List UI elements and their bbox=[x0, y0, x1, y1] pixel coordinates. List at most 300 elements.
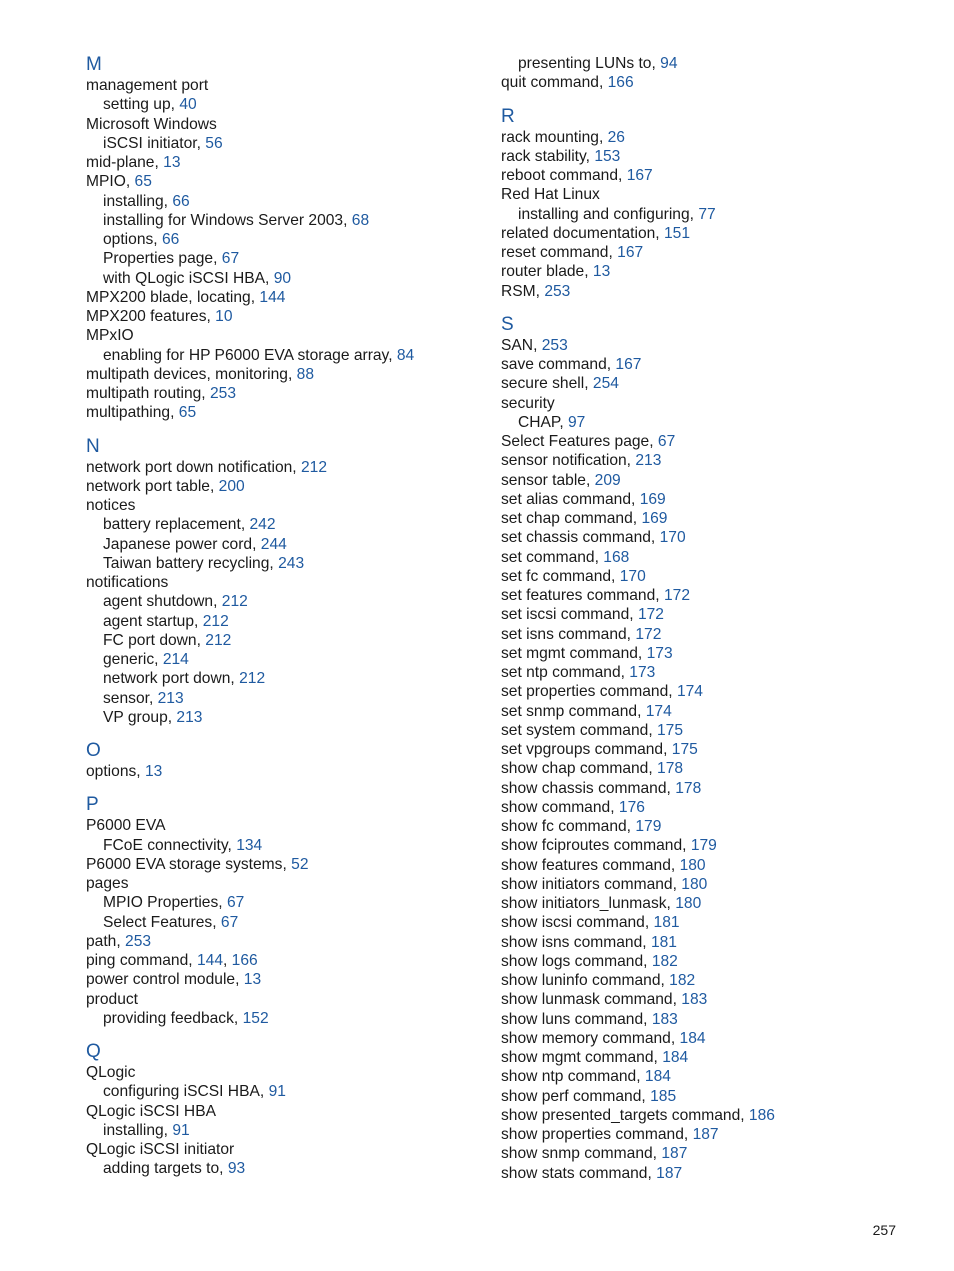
page-reference-link[interactable]: 90 bbox=[273, 269, 292, 287]
index-entry-text: set mgmt command, bbox=[501, 644, 643, 662]
index-entry bbox=[501, 528, 921, 547]
index-entry-text: RSM, bbox=[501, 282, 540, 300]
page-reference-link[interactable]: 67 bbox=[220, 913, 239, 931]
page-reference-link[interactable]: 172 bbox=[663, 587, 690, 604]
page-reference-link[interactable]: 253 bbox=[544, 282, 571, 300]
page-reference-link[interactable]: 144 bbox=[259, 288, 286, 306]
index-entry bbox=[501, 586, 921, 605]
index-entry-text: network port down, bbox=[103, 670, 235, 688]
index-entry-text: save command, bbox=[501, 356, 612, 373]
page-reference-link[interactable]: 170 bbox=[619, 567, 646, 585]
index-entry-text: agent startup, bbox=[103, 612, 199, 630]
index-subentry bbox=[501, 205, 921, 224]
page-reference-link[interactable]: 97 bbox=[568, 413, 586, 431]
index-entry-text: multipathing, bbox=[86, 404, 175, 422]
index-entry-text: path, bbox=[86, 932, 121, 950]
page-reference-link[interactable]: 153 bbox=[594, 147, 621, 165]
index-entry-text: set chassis command, bbox=[501, 529, 656, 547]
index-entry-text: show luninfo command, bbox=[501, 972, 665, 989]
page-reference-link[interactable]: 93 bbox=[227, 1160, 246, 1178]
page-reference-link[interactable]: 213 bbox=[157, 689, 184, 707]
page-reference-link[interactable]: 212 bbox=[202, 612, 229, 630]
index-entry-text: QLogic bbox=[86, 1064, 136, 1081]
index-entry bbox=[501, 682, 921, 701]
page-reference-link[interactable]: 91 bbox=[268, 1083, 286, 1101]
index-subentry bbox=[86, 669, 506, 688]
index-entry bbox=[501, 490, 921, 509]
index-subentry bbox=[86, 1082, 506, 1101]
index-subentry bbox=[86, 515, 506, 534]
page-reference-link[interactable]: 172 bbox=[637, 606, 664, 624]
index-letter-heading: P bbox=[86, 794, 99, 816]
index-entry bbox=[501, 625, 921, 644]
index-column-right bbox=[501, 54, 921, 1183]
index-entry-text: CHAP, bbox=[518, 413, 564, 431]
index-entry bbox=[501, 567, 921, 586]
page-reference-link[interactable]: 65 bbox=[178, 404, 197, 422]
index-entry bbox=[86, 990, 506, 1009]
page-reference-link[interactable]: 10 bbox=[215, 308, 233, 325]
index-entry bbox=[501, 740, 921, 759]
index-entry bbox=[501, 1106, 921, 1125]
index-entry bbox=[501, 721, 921, 740]
page-reference-link[interactable]: 213 bbox=[176, 708, 203, 726]
index-entry bbox=[501, 336, 921, 355]
index-subentry bbox=[86, 249, 506, 268]
index-entry-text: FC port down, bbox=[103, 631, 201, 649]
index-subentry bbox=[86, 346, 506, 365]
index-entry-text: MPX200 features, bbox=[86, 308, 211, 325]
index-entry-text: iSCSI initiator, bbox=[103, 134, 201, 152]
index-entry bbox=[501, 644, 921, 663]
page-reference-link[interactable]: 187 bbox=[692, 1126, 719, 1143]
page-reference-link[interactable]: 169 bbox=[641, 510, 668, 527]
index-entry-text: show logs command, bbox=[501, 952, 648, 970]
index-entry bbox=[501, 394, 921, 413]
index-subentry bbox=[86, 535, 506, 554]
index-subentry bbox=[86, 1009, 506, 1028]
page-reference-link[interactable]: 167 bbox=[615, 356, 642, 373]
page-reference-link[interactable]: 175 bbox=[657, 721, 684, 739]
index-entry-text: Properties page, bbox=[103, 250, 218, 268]
index-entry bbox=[501, 1164, 921, 1183]
index-entry-text: show chassis command, bbox=[501, 779, 671, 797]
index-entry-text: QLogic iSCSI initiator bbox=[86, 1141, 235, 1158]
index-entry-text: related documentation, bbox=[501, 224, 660, 242]
index-entry bbox=[501, 355, 921, 374]
index-entry bbox=[501, 73, 921, 92]
page-reference-link[interactable]: 212 bbox=[300, 458, 328, 476]
page-reference-link[interactable]: 167 bbox=[617, 244, 644, 261]
index-entry-text: show fciproutes command, bbox=[501, 837, 687, 855]
index-entry-text: power control module, bbox=[86, 971, 240, 989]
page-reference-link[interactable]: 179 bbox=[635, 818, 662, 835]
page-reference-link[interactable]: 151 bbox=[663, 224, 691, 242]
index-entry-text: agent shutdown, bbox=[103, 593, 218, 611]
index-entry-text: show stats command, bbox=[501, 1164, 652, 1182]
page-reference-link[interactable]: 172 bbox=[635, 625, 662, 643]
index-entry-text: show chap command, bbox=[501, 760, 653, 778]
index-entry-text: show ntp command, bbox=[501, 1068, 641, 1086]
index-entry-text: adding targets to, bbox=[103, 1160, 224, 1178]
page-reference-link[interactable]: 253 bbox=[541, 336, 568, 354]
page-reference-link[interactable]: 181 bbox=[653, 914, 680, 932]
page-reference-link[interactable]: 88 bbox=[296, 365, 314, 383]
index-entry bbox=[501, 913, 921, 932]
page-reference-link[interactable]: 174 bbox=[676, 683, 703, 701]
page-reference-link[interactable]: 67 bbox=[221, 250, 240, 268]
index-entry bbox=[501, 548, 921, 567]
index-entry-text: show luns command, bbox=[501, 1010, 648, 1028]
page-reference-link[interactable]: 52 bbox=[291, 855, 309, 873]
page-reference-link[interactable]: 178 bbox=[657, 760, 684, 778]
index-subentry bbox=[86, 631, 506, 650]
index-entry bbox=[501, 185, 921, 204]
page-reference-link[interactable]: 186 bbox=[748, 1106, 775, 1124]
index-entry bbox=[501, 990, 921, 1009]
index-entry-text: set system command, bbox=[501, 721, 653, 739]
page-reference-link[interactable]: 212 bbox=[239, 670, 266, 688]
page-reference-link[interactable]: 26 bbox=[607, 128, 625, 146]
page-reference-link[interactable]: 253 bbox=[125, 932, 152, 950]
index-subentry bbox=[86, 592, 506, 611]
page-reference-link[interactable]: 170 bbox=[659, 529, 686, 547]
index-entry-text: sensor notification, bbox=[501, 452, 632, 470]
page-reference-link[interactable]: 134 bbox=[236, 836, 263, 854]
index-column-left bbox=[86, 54, 506, 1179]
index-letter-heading: N bbox=[86, 435, 100, 457]
index-entry bbox=[86, 1102, 506, 1121]
page-reference-link[interactable]: 178 bbox=[675, 779, 702, 797]
index-entry bbox=[86, 153, 506, 172]
index-entry bbox=[86, 458, 506, 477]
index-entry-text: FCoE connectivity, bbox=[103, 836, 232, 854]
page-reference-link[interactable]: 187 bbox=[661, 1145, 688, 1163]
index-entry bbox=[501, 798, 921, 817]
index-entry-text: set iscsi command, bbox=[501, 606, 634, 624]
index-entry bbox=[501, 759, 921, 778]
page-reference-link[interactable]: 243 bbox=[278, 554, 305, 572]
index-entry-text: MPIO Properties, bbox=[103, 894, 223, 912]
index-subentry bbox=[86, 1121, 506, 1140]
index-entry-text: set ntp command, bbox=[501, 664, 625, 681]
index-entry-text: options, bbox=[86, 763, 141, 780]
index-entry-text: set isns command, bbox=[501, 625, 631, 643]
index-subentry bbox=[86, 554, 506, 573]
index-entry-text: notices bbox=[86, 497, 136, 514]
index-entry bbox=[86, 288, 506, 307]
index-subentry bbox=[86, 913, 506, 932]
page-reference-link[interactable]: 168 bbox=[603, 548, 630, 566]
index-entry bbox=[501, 817, 921, 836]
page-reference-link[interactable]: 91 bbox=[172, 1121, 190, 1139]
page-reference-link[interactable]: 212 bbox=[221, 593, 248, 611]
index-subentry bbox=[86, 1159, 506, 1178]
index-entry-text: P6000 EVA bbox=[86, 817, 166, 835]
page-reference-link[interactable]: 180 bbox=[681, 875, 708, 893]
index-entry bbox=[501, 374, 921, 393]
index-subentry bbox=[501, 413, 921, 432]
index-entry bbox=[501, 432, 921, 451]
index-entry bbox=[501, 147, 921, 166]
index-entry bbox=[86, 874, 506, 893]
index-entry-text: presenting LUNs to, bbox=[518, 55, 656, 72]
page-reference-link[interactable]: 167 bbox=[626, 167, 653, 184]
page-reference-link[interactable]: 13 bbox=[144, 763, 163, 780]
index-entry-text: show properties command, bbox=[501, 1126, 689, 1143]
index-entry-text: VP group, bbox=[103, 708, 173, 726]
index-entry bbox=[86, 762, 506, 781]
index-entry-text: security bbox=[501, 394, 555, 412]
index-entry-text: secure shell, bbox=[501, 375, 589, 393]
index-subentry bbox=[86, 689, 506, 708]
index-entry bbox=[86, 1063, 506, 1082]
page-reference-link[interactable]: 68 bbox=[351, 211, 370, 229]
index-entry bbox=[86, 855, 506, 874]
index-entry bbox=[501, 282, 921, 301]
index-entry bbox=[501, 1125, 921, 1144]
page-reference-link[interactable]: 77 bbox=[698, 205, 716, 223]
index-entry-text: set properties command, bbox=[501, 683, 673, 701]
page-reference-link[interactable]: 182 bbox=[669, 972, 696, 989]
index-entry bbox=[86, 115, 506, 134]
index-entry bbox=[501, 779, 921, 798]
page-reference-link[interactable]: 244 bbox=[260, 535, 287, 553]
index-entry bbox=[86, 384, 506, 403]
index-subentry bbox=[86, 95, 506, 114]
index-letter-heading: R bbox=[501, 105, 515, 127]
page-reference-link[interactable]: 173 bbox=[646, 644, 673, 662]
index-entry-text: battery replacement, bbox=[103, 516, 246, 534]
page-reference-link[interactable]: 13 bbox=[243, 971, 262, 989]
index-entry bbox=[501, 471, 921, 490]
index-entry-text: Select Features, bbox=[103, 913, 217, 931]
index-entry bbox=[86, 365, 506, 384]
index-entry-text: MPxIO bbox=[86, 327, 134, 345]
index-entry-text: generic, bbox=[103, 651, 159, 668]
index-entry-text: Microsoft Windows bbox=[86, 115, 217, 133]
page-reference-link[interactable]: 13 bbox=[163, 154, 181, 171]
index-entry-text: Japanese power cord, bbox=[103, 535, 257, 553]
index-entry bbox=[501, 605, 921, 624]
index-entry-text: show perf command, bbox=[501, 1087, 646, 1105]
index-entry-text: set chap command, bbox=[501, 510, 638, 527]
index-entry-text: show features command, bbox=[501, 856, 676, 874]
page-reference-link[interactable]: 213 bbox=[635, 452, 662, 470]
index-entry bbox=[501, 166, 921, 185]
page-reference-link[interactable]: 253 bbox=[209, 385, 236, 402]
page-reference-link[interactable]: 184 bbox=[662, 1049, 689, 1066]
index-entry bbox=[501, 952, 921, 971]
index-entry-text: setting up, bbox=[103, 96, 175, 114]
page-reference-link[interactable]: 152 bbox=[242, 1009, 269, 1027]
page-reference-link[interactable]: 242 bbox=[249, 516, 276, 534]
index-letter-heading: M bbox=[86, 54, 102, 75]
page-reference-link[interactable]: 67 bbox=[657, 433, 676, 450]
index-entry bbox=[86, 477, 506, 496]
page-reference-link[interactable]: 181 bbox=[650, 933, 677, 951]
page-reference-link[interactable]: 214 bbox=[162, 651, 189, 668]
page-reference-link[interactable]: 66 bbox=[172, 192, 190, 210]
index-entry bbox=[86, 932, 506, 951]
index-entry bbox=[501, 971, 921, 990]
index-entry bbox=[501, 1144, 921, 1163]
index-entry-text: SAN, bbox=[501, 336, 538, 354]
page-reference-link[interactable]: 66 bbox=[161, 231, 180, 248]
index-subentry bbox=[86, 893, 506, 912]
index-entry-text: set command, bbox=[501, 548, 599, 566]
page-reference-link[interactable]: 187 bbox=[656, 1164, 683, 1182]
index-entry-text: show iscsi command, bbox=[501, 914, 650, 932]
page-reference-link[interactable]: 183 bbox=[681, 991, 708, 1009]
index-entry bbox=[501, 894, 921, 913]
page-reference-link[interactable]: 182 bbox=[651, 952, 678, 970]
index-entry-text: show presented_targets command, bbox=[501, 1106, 745, 1124]
index-entry bbox=[86, 76, 506, 95]
index-entry-text: enabling for HP P6000 EVA storage array, bbox=[103, 346, 393, 364]
page-reference-link[interactable]: 184 bbox=[644, 1068, 671, 1086]
page-reference-link[interactable]: 40 bbox=[179, 96, 197, 114]
index-entry bbox=[501, 663, 921, 682]
index-entry-text: reset command, bbox=[501, 244, 613, 261]
page-reference-link[interactable]: 185 bbox=[650, 1087, 677, 1105]
index-entry-text: pages bbox=[86, 875, 129, 892]
index-subentry bbox=[501, 54, 921, 73]
page-reference-link[interactable]: 94 bbox=[660, 55, 678, 72]
index-entry-text: show initiators command, bbox=[501, 875, 677, 893]
index-subentry bbox=[86, 708, 506, 727]
index-entry-text: Red Hat Linux bbox=[501, 186, 600, 204]
index-entry-text: reboot command, bbox=[501, 167, 623, 184]
index-letter-heading: S bbox=[501, 313, 514, 335]
index-entry-text: multipath routing, bbox=[86, 385, 206, 402]
index-entry-text: quit command, bbox=[501, 74, 604, 92]
index-entry-text: Taiwan battery recycling, bbox=[103, 554, 274, 572]
index-entry bbox=[86, 403, 506, 422]
index-entry-text: installing, bbox=[103, 1121, 169, 1139]
index-letter-heading: O bbox=[86, 740, 101, 761]
page-reference-link[interactable]: 200 bbox=[218, 477, 245, 495]
index-entry-text: Select Features page, bbox=[501, 433, 654, 450]
index-subentry bbox=[86, 192, 506, 211]
page-reference-link[interactable]: 212 bbox=[205, 631, 232, 649]
index-entry bbox=[86, 172, 506, 191]
index-entry-text: MPIO, bbox=[86, 173, 131, 191]
index-subentry bbox=[86, 650, 506, 669]
index-entry bbox=[501, 933, 921, 952]
index-entry bbox=[501, 1067, 921, 1086]
index-entry bbox=[501, 451, 921, 470]
index-entry bbox=[86, 816, 506, 835]
page-reference-link[interactable]: 166 bbox=[231, 952, 258, 969]
index-entry-text: show snmp command, bbox=[501, 1145, 657, 1163]
page-reference-link[interactable]: 254 bbox=[592, 375, 619, 393]
page-reference-link[interactable]: 169 bbox=[639, 490, 666, 508]
index-entry bbox=[86, 307, 506, 326]
index-entry bbox=[501, 702, 921, 721]
page-reference-link[interactable]: 166 bbox=[607, 74, 634, 92]
index-entry-text: rack stability, bbox=[501, 147, 590, 165]
index-entry bbox=[86, 1140, 506, 1159]
index-entry bbox=[501, 856, 921, 875]
page-reference-link[interactable]: 13 bbox=[592, 263, 611, 281]
index-entry bbox=[501, 1029, 921, 1048]
index-entry-text: ping command, bbox=[86, 952, 193, 969]
index-entry-text: QLogic iSCSI HBA bbox=[86, 1102, 216, 1120]
page-reference-link[interactable]: 144 bbox=[196, 952, 223, 969]
page-reference-link[interactable]: 184 bbox=[679, 1029, 706, 1047]
index-entry bbox=[501, 128, 921, 147]
page-reference-link[interactable]: 84 bbox=[396, 346, 415, 364]
index-subentry bbox=[86, 612, 506, 631]
index-entry bbox=[86, 970, 506, 989]
index-entry-text: network port table, bbox=[86, 477, 215, 495]
page-reference-link[interactable]: 175 bbox=[671, 741, 698, 758]
index-entry-text: multipath devices, monitoring, bbox=[86, 365, 293, 383]
index-entry-text: notifications bbox=[86, 574, 169, 591]
page-reference-link[interactable]: 176 bbox=[618, 798, 645, 816]
index-entry-text: installing and configuring, bbox=[518, 205, 694, 223]
page-reference-link[interactable]: 67 bbox=[226, 894, 245, 912]
page-reference-link[interactable]: 180 bbox=[675, 895, 702, 912]
index-entry-text: installing for Windows Server 2003, bbox=[103, 211, 348, 229]
index-entry bbox=[501, 875, 921, 894]
index-entry-text: set snmp command, bbox=[501, 702, 642, 720]
index-entry-text: rack mounting, bbox=[501, 128, 604, 146]
index-entry-text: sensor, bbox=[103, 689, 154, 707]
page-reference-link[interactable]: 209 bbox=[594, 471, 621, 489]
page-reference-link[interactable]: 65 bbox=[134, 173, 152, 191]
page-reference-link[interactable]: 174 bbox=[645, 702, 672, 720]
index-entry-text: network port down notification, bbox=[86, 458, 297, 476]
index-entry-text: show initiators_lunmask, bbox=[501, 895, 671, 912]
index-entry bbox=[501, 1010, 921, 1029]
index-entry: ping command, 144, 166 bbox=[86, 952, 258, 969]
page-reference-link[interactable]: 179 bbox=[690, 837, 717, 855]
index-entry-text: set vpgroups command, bbox=[501, 741, 668, 758]
index-entry-text: product bbox=[86, 990, 139, 1008]
index-entry-text: MPX200 blade, locating, bbox=[86, 288, 256, 306]
index-entry bbox=[86, 326, 506, 345]
index-entry-text: show lunmask command, bbox=[501, 991, 677, 1009]
index-entry bbox=[501, 836, 921, 855]
index-entry-text: configuring iSCSI HBA, bbox=[103, 1083, 265, 1101]
index-letter-heading: Q bbox=[86, 1041, 101, 1062]
index-entry bbox=[86, 496, 506, 515]
index-subentry bbox=[86, 836, 506, 855]
index-entry-text: show mgmt command, bbox=[501, 1049, 658, 1066]
page-reference-link[interactable]: 173 bbox=[629, 664, 656, 681]
page-reference-link[interactable]: 180 bbox=[679, 856, 706, 874]
index-entry-text: sensor table, bbox=[501, 471, 591, 489]
index-entry bbox=[86, 573, 506, 592]
index-subentry bbox=[86, 269, 506, 288]
index-subentry bbox=[86, 211, 506, 230]
page-reference-link[interactable]: 56 bbox=[205, 134, 223, 152]
index-entry-text: set alias command, bbox=[501, 490, 636, 508]
index-entry bbox=[501, 509, 921, 528]
index-entry-text: set fc command, bbox=[501, 567, 616, 585]
index-entry-text: P6000 EVA storage systems, bbox=[86, 855, 287, 873]
index-entry-text: installing, bbox=[103, 192, 169, 210]
index-entry bbox=[501, 224, 921, 243]
index-subentry bbox=[86, 134, 506, 153]
index-entry-text: show command, bbox=[501, 798, 615, 816]
page-reference-link[interactable]: 183 bbox=[651, 1010, 678, 1028]
index-entry-text: with QLogic iSCSI HBA, bbox=[103, 269, 270, 287]
page-number: 257 bbox=[872, 1222, 896, 1238]
index-subentry bbox=[86, 230, 506, 249]
